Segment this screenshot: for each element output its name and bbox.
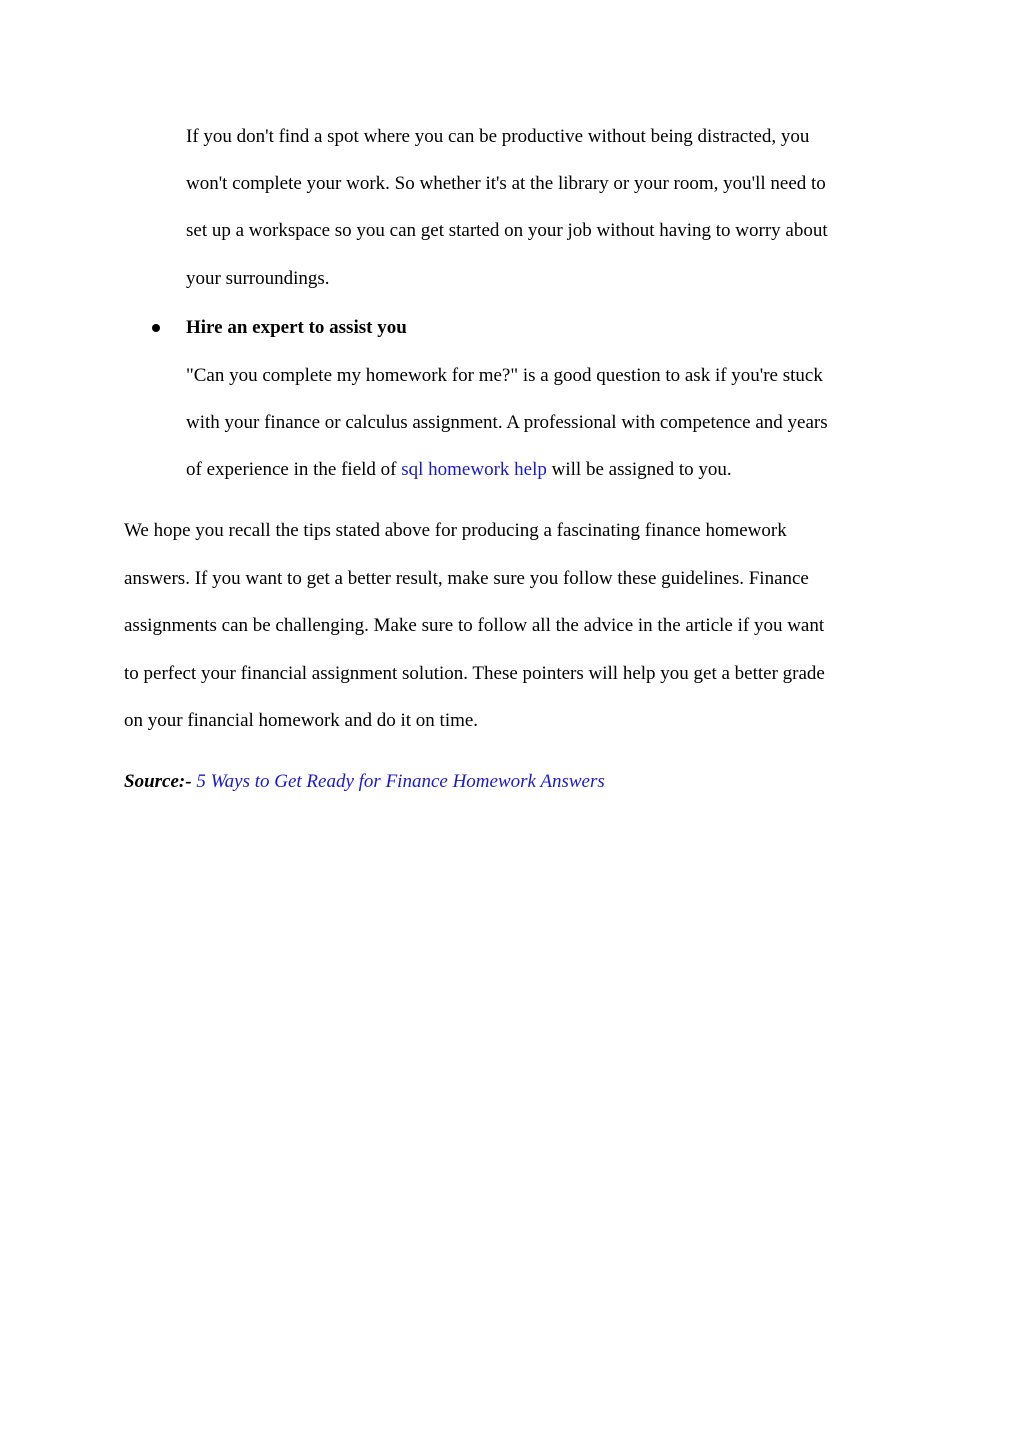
bullet-line-3-after: will be assigned to you. [546,459,732,480]
conclusion-line-4: to perfect your financial assignment solution. These pointers will help you get a better grade [124,663,825,684]
bullet-line-3 [186,458,732,482]
intro-line-4: your surroundings. [186,268,330,289]
conclusion-line-3: assignments can be challenging. Make sure to follow all the advice in the article if you want [124,615,825,636]
intro-line-3: set up a workspace so you can get started on your job without having to worry about [186,220,828,241]
bullet-heading: Hire an expert to assist you [186,317,407,338]
bullet-line-3-before: of experience in the field of [186,459,402,480]
bullet-line-2: with your finance or calculus assignment. A professional with competence and years [186,412,828,433]
intro-line-2: won't complete your work. So whether it's at the library or your room, you'll need to [186,173,826,194]
intro-line-1: If you don't find a spot where you can be productive without being distracted, you [186,126,810,147]
bullet-icon [152,324,160,332]
source-label: Source:- [124,771,192,792]
conclusion-line-1: We hope you recall the tips stated above for producing a fascinating finance homework [124,520,787,541]
conclusion-line-5: on your financial homework and do it on time. [124,710,479,731]
sql-homework-help-link[interactable]: sql homework help [401,459,547,480]
conclusion-line-2: answers. If you want to get a better result, make sure you follow these guidelines. Finance [124,568,809,589]
source-article-link[interactable]: 5 Ways to Get Ready for Finance Homework Answers [196,771,605,792]
bullet-line-1: "Can you complete my homework for me?" is a good question to ask if you're stuck [186,365,823,386]
source-line [124,770,605,794]
